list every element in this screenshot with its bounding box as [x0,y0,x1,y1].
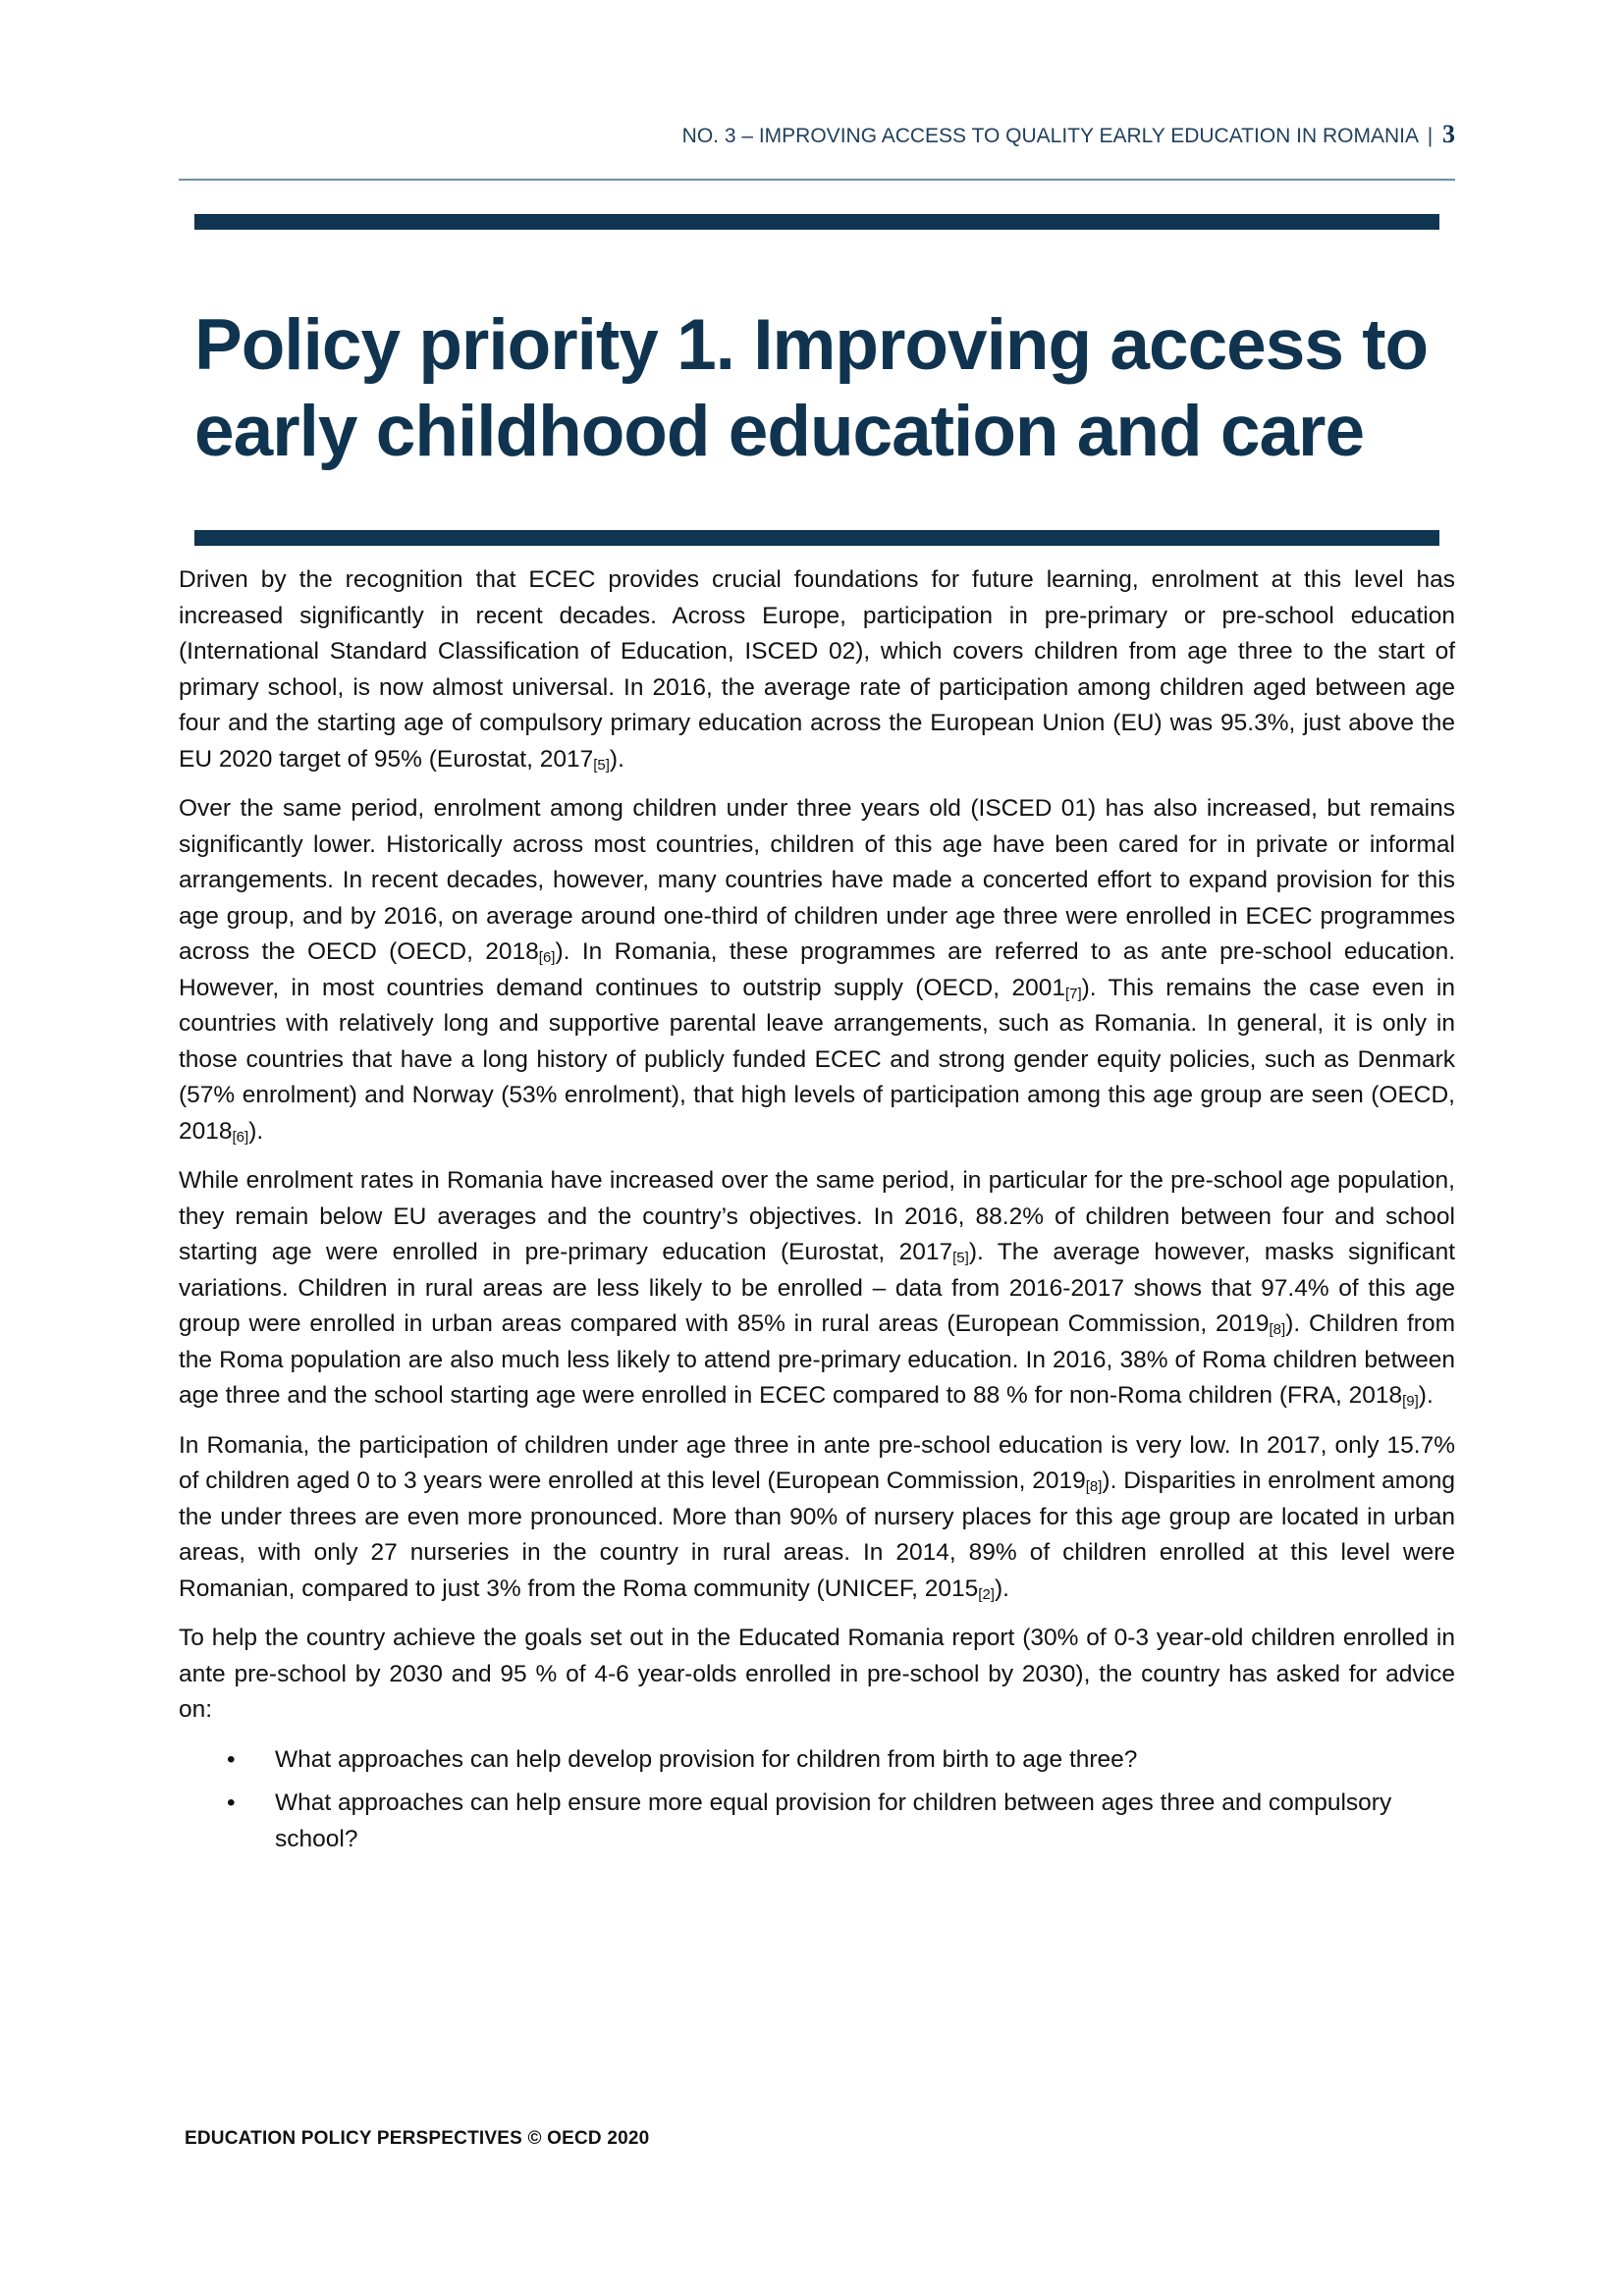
text-run: ). Disparities in enrolment among the under threes are even more pronounced. More than 90% of nursery places for this age group are located in urban areas, with only 27 nurseries in the country in rural areas. In 2014, 89% of children enrolled at this level were Romanian, compared to just 3% from the Roma community (UNICEF, 2015 [179,1468,1455,1602]
citation-ref: [5] [593,756,610,774]
citation-ref: [8] [1269,1321,1286,1338]
text-run: ). The average however, masks significant variations. Children in rural areas are less likely to be enrolled – data from 2016-2017 shows that 97.4% of this age group were enrolled in urban areas compared with 85% in rural areas (European Commission, 2019 [179,1239,1455,1337]
section-title [194,302,1439,475]
section-title-line-1: Policy priority 1. Improving access to [194,305,1429,385]
paragraph-4 [179,1428,1455,1608]
citation-ref: [8] [1085,1478,1103,1495]
text-run: ). Children from the Roma population are also much less likely to attend pre-primary education. In 2016, 38% of Roma children between age three and the school starting age were enrolled in ECEC compared to 88 % for non-Roma children (FRA, 2018 [179,1310,1455,1409]
paragraph-1 [179,562,1455,777]
bullet-text: What approaches can help ensure more equal provision for children between ages three and compulsory school? [275,1789,1392,1852]
bullet-dot-icon: • [227,1789,236,1816]
body-text [179,562,1455,1865]
citation-ref: [6] [538,949,556,966]
running-header [179,120,1455,149]
bullet-item [179,1742,1455,1779]
footer: EDUCATION POLICY PERSPECTIVES © OECD 2020 [185,2128,650,2149]
text-run: ). [994,1575,1009,1602]
bullet-text: What approaches can help develop provision for children from birth to age three? [275,1745,1138,1773]
bullet-dot-icon: • [227,1745,236,1773]
section-title-line-2: early childhood education and care [194,392,1365,471]
text-run: ). [609,745,624,773]
paragraph-2 [179,791,1455,1149]
citation-ref: [6] [232,1128,249,1146]
text-run: ). In Romania, these programmes are referred to as ante pre-school education. However, in most countries demand continues to outstrip supply (OECD, 2001 [179,938,1455,1001]
title-top-bar [194,214,1439,230]
citation-ref: [7] [1064,985,1082,1002]
text-run: ). This remains the case even in countries with relatively long and supportive parental leave arrangements, such as Romania. In general, it is only in those countries that have a long history of publicly funded ECEC and strong gender equity policies, such as Denmark (57% enrolment) and Norway (53% enrolment), that high levels of participation among this age group are seen (OECD, 2018 [179,974,1455,1145]
text-run: Over the same period, enrolment among children under three years old (ISCED 01) has also increased, but remains significantly lower. Historically across most countries, children of this age have been cared for in private or informal arrangements. In recent decades, however, many countries have made a concerted effort to expand provision for this age group, and by 2016, on average around one-third of children under age three were enrolled in ECEC programmes across the OECD (OECD, 2018 [179,795,1455,965]
citation-ref: [9] [1402,1393,1419,1410]
text-run: ). [1418,1382,1434,1409]
header-title: NO. 3 – IMPROVING ACCESS TO QUALITY EARLY EDUCATION IN ROMANIA [681,125,1418,147]
citation-ref: [2] [978,1585,995,1603]
text-run: Driven by the recognition that ECEC provides crucial foundations for future learning, enrolment at this level has increased significantly in recent decades. Across Europe, participation in pre-primary or pre-school education (International Standard Classification of Education, ISCED 02), which covers children from age three to the start of primary school, is now almost universal. In 2016, the average rate of participation among children aged between age four and the starting age of compulsory primary education across the European Union (EU) was 95.3%, just above the EU 2020 target of 95% (Eurostat, 2017 [179,566,1455,773]
page-number: 3 [1442,120,1455,148]
header-separator: | [1427,125,1434,147]
title-bottom-bar [194,530,1439,546]
text-run: ). [248,1117,264,1145]
bullet-item [179,1786,1455,1857]
citation-ref: [5] [952,1250,969,1266]
text-run: While enrolment rates in Romania have increased over the same period, in particular for the pre-school age population, they remain below EU averages and the country’s objectives. In 2016, 88.2% of children between four and school starting age were enrolled in pre-primary education (Eurostat, 2017 [179,1167,1455,1265]
header-rule [179,179,1455,181]
paragraphs [179,562,1455,1729]
text-run: In Romania, the participation of children under age three in ante pre-school education is very low. In 2017, only 15.7% of children aged 0 to 3 years were enrolled at this level (European Commission, 2019 [179,1431,1455,1494]
bullet-list [179,1742,1455,1858]
text-run: To help the country achieve the goals set out in the Educated Romania report (30% of 0-3 year-old children enrolled in ante pre-school by 2030 and 95 % of 4-6 year-olds enrolled in pre-school by 2030), the country has asked for advice on: [179,1625,1455,1723]
paragraph-3 [179,1163,1455,1415]
paragraph-5 [179,1621,1455,1729]
